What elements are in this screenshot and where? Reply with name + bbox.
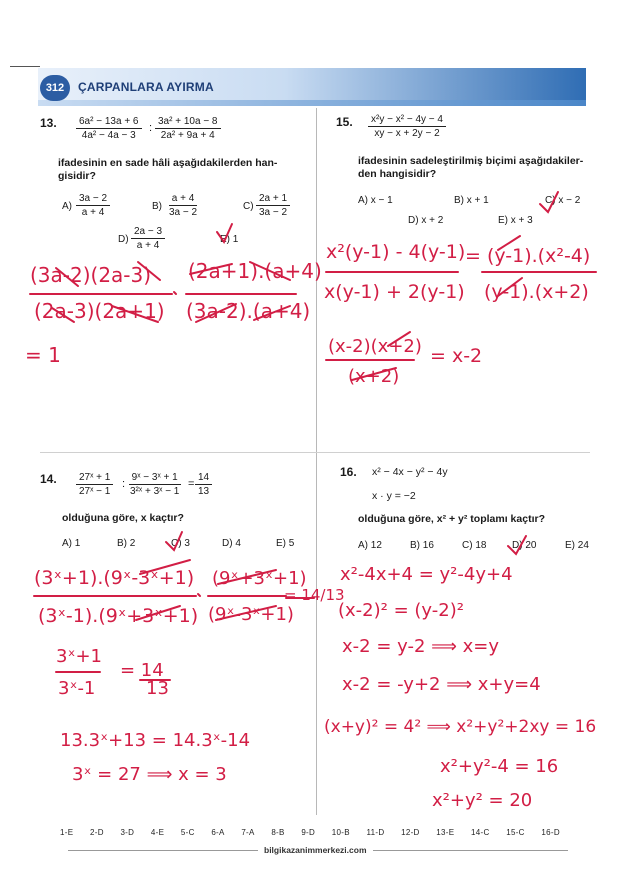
q13-work-num: (3a-2)(2a-3)	[30, 263, 152, 287]
answer-key	[60, 828, 560, 841]
q16-step7: x²+y² = 20	[432, 790, 533, 811]
q14-step3: 13.3ˣ+13 = 14.3ˣ-14	[60, 730, 251, 751]
q14-cancel-3	[218, 570, 276, 584]
q14-step2-rhs-den: 13	[146, 678, 169, 699]
q15-step2-den: (x+2)	[348, 366, 400, 387]
q14-option-e[interactable]: E) 5	[276, 538, 295, 549]
q13-fraction-2: $\frac{\text{3a² + 10a − 8}}{\text{2a² + 9a + 4}}$	[155, 116, 221, 141]
q14-step2-num: 3ˣ+1	[56, 646, 102, 667]
q13-cancel-6	[250, 262, 290, 280]
page-title: ÇARPANLARA AYIRMA	[78, 80, 214, 94]
q14-prompt: olduğuna göre, x kaçtır?	[62, 512, 184, 524]
q15-option-a[interactable]: A) x − 1	[358, 195, 393, 206]
q16-equation-1: x² − 4x − y² − 4y	[372, 466, 448, 478]
q15-work-num: x²(y-1) - 4(y-1)	[326, 241, 466, 263]
answer-1: 1-E	[60, 828, 74, 837]
q13-work-den: (2a-3)(2a+1)	[34, 299, 165, 323]
q13-fraction-1: $\frac{\text{6a² − 13a + 6}}{\text{4a² − 4a − 3}}$	[76, 116, 142, 141]
q16-option-e[interactable]: E) 24	[565, 540, 589, 551]
q13-option-b[interactable]: $\frac{a + 4}{3a - 2}$	[169, 193, 198, 218]
answer-15: 15-C	[506, 828, 525, 837]
answer-16: 16-D	[541, 828, 560, 837]
q14-operator: :	[122, 478, 126, 490]
q16-prompt: olduğuna göre, x² + y² toplamı kaçtır?	[358, 513, 545, 525]
q14-cancel-2	[136, 606, 180, 620]
q14-cancel-1	[140, 560, 190, 574]
q14-fraction-1: $\frac{\text{27ˣ + 1}}{\text{27ˣ − 1}}$	[76, 472, 113, 497]
q13-work-result: = 1	[25, 343, 61, 367]
q13-times-dot	[174, 292, 176, 294]
answer-10: 10-B	[331, 828, 350, 837]
q13-cancel-2	[138, 262, 160, 280]
q13-cancel-1	[56, 268, 78, 286]
q13-prompt-line1: ifadesinin en sade hâli aşağıdakilerden han-	[58, 157, 278, 169]
q15-option-d[interactable]: D) x + 2	[408, 215, 444, 226]
q14-work-den2: (9ˣ-3ˣ+1)	[208, 604, 294, 625]
q14-step4: 3ˣ = 27 ⟹ x = 3	[72, 764, 227, 785]
q15-step2-num: (x-2)(x+2)	[328, 336, 422, 357]
q13-prompt-line2: gisidir?	[58, 170, 96, 182]
q15-option-c[interactable]: C) x − 2	[545, 195, 581, 206]
q15-fraction: $\frac{\text{x²y − x² − 4y − 4}}{xy - x + 2y - 2}$	[368, 114, 446, 139]
q16-option-c[interactable]: C) 18	[462, 540, 487, 551]
q14-equals: =	[188, 478, 195, 490]
answer-13: 13-E	[436, 828, 455, 837]
q13-cancel-3	[52, 308, 74, 322]
q15-cancel-4	[352, 368, 396, 380]
q16-equation-2: x · y = −2	[372, 490, 416, 502]
q15-number: 15.	[336, 115, 353, 129]
q13-operator: :	[149, 122, 153, 134]
q13-number: 13.	[40, 116, 57, 130]
q15-work-den: x(y-1) + 2(y-1)	[324, 281, 465, 303]
q16-number: 16.	[340, 465, 357, 479]
q16-option-b[interactable]: B) 16	[410, 540, 434, 551]
q14-cancel-4	[216, 606, 276, 620]
q13-cancel-4	[112, 306, 158, 322]
top-rule	[10, 66, 40, 67]
q15-option-e[interactable]: E) x + 3	[498, 215, 533, 226]
q13-option-d-label[interactable]: D)	[118, 234, 129, 245]
q16-step6: x²+y²-4 = 16	[440, 756, 559, 777]
q13-option-b-label[interactable]: B)	[152, 201, 162, 212]
q13-option-a-label[interactable]: A)	[62, 201, 72, 212]
answer-3: 3-D	[120, 828, 135, 837]
q14-fraction-3: $\frac{14}{13}$	[195, 472, 212, 497]
q16-step3: x-2 = y-2 ⟹ x=y	[342, 636, 500, 657]
q14-work-result: = 14/13	[284, 586, 345, 604]
answer-8: 8-B	[271, 828, 285, 837]
q15-cancel-1	[498, 236, 520, 250]
q16-option-d[interactable]: D) 20	[512, 540, 537, 551]
q13-option-d[interactable]: $\frac{2a - 3}{a + 4}$	[131, 226, 165, 251]
q13-cancel-5	[190, 264, 232, 274]
q13-option-c-label[interactable]: C)	[243, 201, 254, 212]
q13-work-den2: (3a-2).(a+4)	[186, 299, 311, 323]
q13-cancel-8	[254, 306, 290, 320]
q13-cancel-7	[196, 304, 236, 322]
q13-work-num2: (2a+1).(a+4)	[188, 259, 322, 283]
answer-6: 6-A	[211, 828, 225, 837]
q14-work-den: (3ˣ-1).(9ˣ+3ˣ+1)	[38, 605, 199, 627]
q16-option-a[interactable]: A) 12	[358, 540, 382, 551]
q15-work-num2: = (y-1).(x²-4)	[465, 245, 591, 267]
q15-prompt-line1: ifadesinin sadeleştirilmiş biçimi aşağıdakiler-	[358, 155, 584, 167]
q14-fraction-2: $\frac{\text{9ˣ − 3ˣ + 1}}{\text{3²ˣ + 3ˣ − 1}}$	[130, 472, 180, 497]
q14-step2-den: 3ˣ-1	[58, 678, 96, 699]
answer-11: 11-D	[366, 828, 385, 837]
q14-option-c[interactable]: C) 3	[171, 538, 190, 549]
q14-option-a[interactable]: A) 1	[62, 538, 81, 549]
q16-step1: x²-4x+4 = y²-4y+4	[340, 564, 513, 585]
answer-5: 5-C	[180, 828, 195, 837]
q15-cancel-2	[498, 278, 522, 296]
q15-option-b[interactable]: B) x + 1	[454, 195, 489, 206]
q13-option-e[interactable]: E) 1	[220, 234, 239, 245]
q14-work-num: (3ˣ+1).(9ˣ-3ˣ+1)	[34, 567, 195, 589]
q16-step5: (x+y)² = 4² ⟹ x²+y²+2xy = 16	[324, 717, 597, 737]
answer-14: 14-C	[471, 828, 490, 837]
footer-url[interactable]: bilgikazanimmerkezi.com	[258, 845, 373, 855]
q15-prompt-line2: den hangisidir?	[358, 168, 437, 180]
answer-12: 12-D	[401, 828, 420, 837]
answer-2: 2-D	[90, 828, 104, 837]
answer-7: 7-A	[241, 828, 255, 837]
q14-step2-rhs: = 14	[120, 660, 164, 681]
q16-step4: x-2 = -y+2 ⟹ x+y=4	[342, 674, 541, 695]
row-divider	[40, 452, 590, 453]
page-number-badge: 312	[40, 75, 70, 101]
answer-4: 4-E	[150, 828, 165, 837]
q13-option-a[interactable]: $\frac{3a - 2}{a + 4}$	[76, 193, 110, 218]
q16-step2: (x-2)² = (y-2)²	[338, 600, 464, 621]
q14-times-dot	[198, 594, 200, 596]
q14-option-b[interactable]: B) 2	[117, 538, 136, 549]
q14-work-num2: (9ˣ+3ˣ+1)	[212, 568, 307, 589]
q15-step2-result: = x-2	[430, 345, 483, 367]
q14-number: 14.	[40, 472, 57, 486]
answer-9: 9-D	[301, 828, 316, 837]
q13-option-c[interactable]: $\frac{2a + 1}{3a - 2}$	[256, 193, 290, 218]
q14-option-d[interactable]: D) 4	[222, 538, 241, 549]
column-divider	[316, 108, 317, 815]
q15-work-den2: (y-1).(x+2)	[484, 281, 589, 303]
q15-cancel-3	[388, 332, 410, 346]
